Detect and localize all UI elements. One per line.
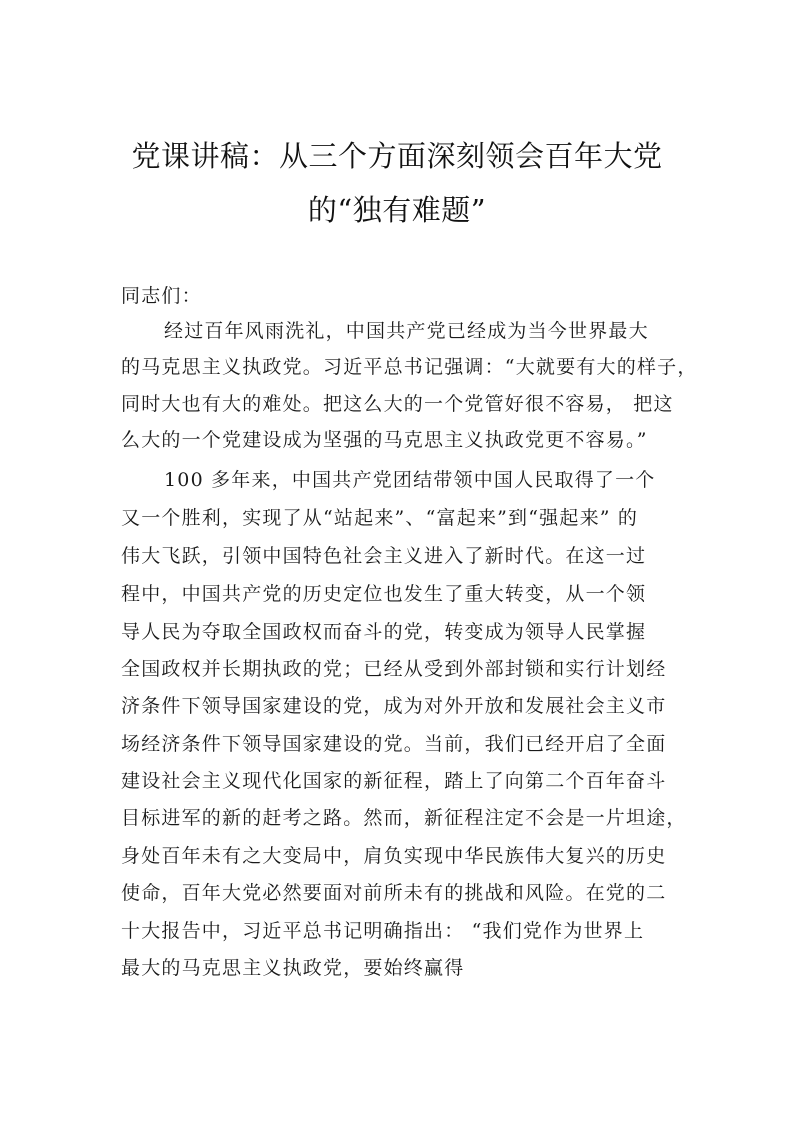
- paragraph-line: 场经济条件下领导国家建设的党。当前，我们已经开启了全面: [121, 733, 667, 755]
- paragraph-line: 十大报告中，习近平总书记明确指出： “我们党作为世界上: [121, 920, 645, 942]
- paragraph-line: 程中，中国共产党的历史定位也发生了重大转变，从一个领: [121, 583, 647, 605]
- paragraph-line: 济条件下领导国家建设的党，成为对外开放和发展社会主义市: [121, 695, 667, 717]
- paragraph-line: 全国政权并长期执政的党；已经从受到外部封锁和实行计划经: [121, 658, 667, 680]
- document-title-line-1: 党课讲稿：从三个方面深刻领会百年大党: [131, 139, 663, 173]
- paragraph-line: 目标进军的新的赶考之路。然而，新征程注定不会是一片坦途，: [121, 807, 687, 829]
- paragraph-line: 又一个胜利，实现了从“站起来”、“富起来”到“强起来” 的: [121, 507, 639, 529]
- paragraph-line: 经过百年风雨洗礼，中国共产党已经成为当今世界最大: [164, 320, 649, 342]
- document-title-line-2: 的“独有难题”: [307, 193, 487, 227]
- paragraph-line: 使命，百年大党必然要面对前所未有的挑战和风险。在党的二: [121, 882, 667, 904]
- paragraph-line: 最大的马克思主义执政党，要始终赢得: [121, 957, 465, 979]
- paragraph-line: 同时大也有大的难处。把这么大的一个党管好很不容易， 把这: [121, 393, 674, 415]
- paragraph-line: 么大的一个党建设成为坚强的马克思主义执政党更不容易。”: [121, 429, 648, 451]
- paragraph-line: 建设社会主义现代化国家的新征程，踏上了向第二个百年奋斗: [121, 770, 667, 792]
- salutation: 同志们：: [121, 285, 202, 307]
- paragraph-line: 100 多年来，中国共产党团结带领中国人民取得了一个: [164, 469, 656, 491]
- paragraph-line: 导人民为夺取全国政权而奋斗的党，转变成为领导人民掌握: [121, 621, 647, 643]
- paragraph-line: 身处百年未有之大变局中，肩负实现中华民族伟大复兴的历史: [121, 845, 667, 867]
- paragraph-line: 伟大飞跃，引领中国特色社会主义进入了新时代。在这一过: [121, 545, 647, 567]
- paragraph-line: 的马克思主义执政党。习近平总书记强调：“大就要有大的样子，: [121, 356, 698, 378]
